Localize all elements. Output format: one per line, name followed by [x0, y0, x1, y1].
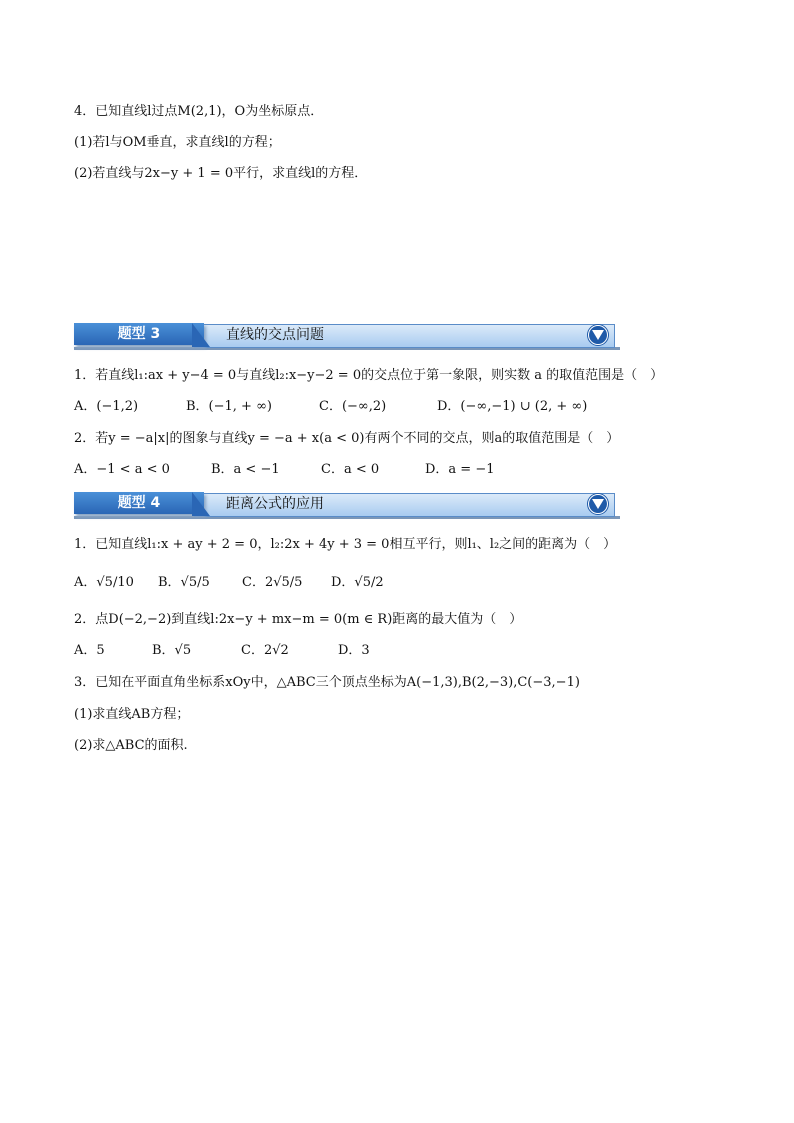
s4-q1-stem: 1．已知直线l₁:x + ay + 2 = 0，l₂:2x + 4y + 3 = 0相互平行，则l₁、l₂之间的距离为（ ） — [74, 537, 617, 552]
q4-stem: 4．已知直线l过点M(2,1)，O为坐标原点． — [74, 104, 324, 119]
chevron-down-circle-icon[interactable] — [588, 494, 608, 514]
s4-q3-stem: 3．已知在平面直角坐标系xOy中，△ABC三个顶点坐标为A(−1,3),B(2,−3),C(−3,−1) — [74, 675, 580, 690]
s4-q3-part2: (2)求△ABC的面积. — [74, 738, 188, 753]
s4-q1-option-a: A．√5/10 — [74, 575, 134, 590]
s3-q1-option-b: B．(−1, + ∞) — [186, 399, 272, 414]
s4-q2-option-d: D．3 — [338, 643, 370, 658]
s4-q3-part1: (1)求直线AB方程； — [74, 707, 190, 722]
banner-tag: 题型 4 — [74, 492, 204, 514]
s4-q1-option-d: D．√5/2 — [331, 575, 384, 590]
banner-slant — [192, 323, 210, 347]
s3-q2-option-b: B．a < −1 — [211, 462, 280, 477]
chevron-down-circle-icon[interactable] — [588, 325, 608, 345]
s3-q2-stem: 2．若y = −a|x|的图象与直线y = −a + x(a < 0)有两个不同的交点，则a的取值范围是（ ） — [74, 431, 620, 446]
s4-q2-stem: 2．点D(−2,−2)到直线l:2x−y + mx−m = 0(m ∈ R)距离的最大值为（ ） — [74, 612, 523, 627]
banner-title: 直线的交点问题 — [226, 327, 324, 343]
q4-part1: (1)若l与OM垂直，求直线l的方程； — [74, 135, 281, 150]
s4-q2-option-a: A．5 — [74, 643, 105, 658]
s4-q2-option-b: B．√5 — [152, 643, 192, 658]
banner-slant — [192, 492, 210, 516]
section-banner-3 — [74, 323, 616, 349]
s3-q1-option-a: A．(−1,2) — [74, 399, 139, 414]
banner-tag: 题型 3 — [74, 323, 204, 345]
s3-q2-option-a: A．−1 < a < 0 — [74, 462, 170, 477]
banner-title: 距离公式的应用 — [226, 496, 324, 512]
s4-q2-option-c: C．2√2 — [241, 643, 289, 658]
s3-q1-stem: 1．若直线l₁:ax + y−4 = 0与直线l₂:x−y−2 = 0的交点位于第一象限，则实数 a 的取值范围是（ ） — [74, 368, 664, 383]
s3-q2-option-d: D．a = −1 — [425, 462, 495, 477]
s3-q1-option-c: C．(−∞,2) — [319, 399, 387, 414]
s4-q1-option-b: B．√5/5 — [158, 575, 210, 590]
s3-q1-option-d: D．(−∞,−1) ∪ (2, + ∞) — [437, 399, 588, 414]
q4-part2: (2)若直线与2x−y + 1 = 0平行，求直线l的方程． — [74, 166, 368, 181]
section-banner-4 — [74, 492, 616, 518]
s4-q1-option-c: C．2√5/5 — [242, 575, 303, 590]
s3-q2-option-c: C．a < 0 — [321, 462, 380, 477]
